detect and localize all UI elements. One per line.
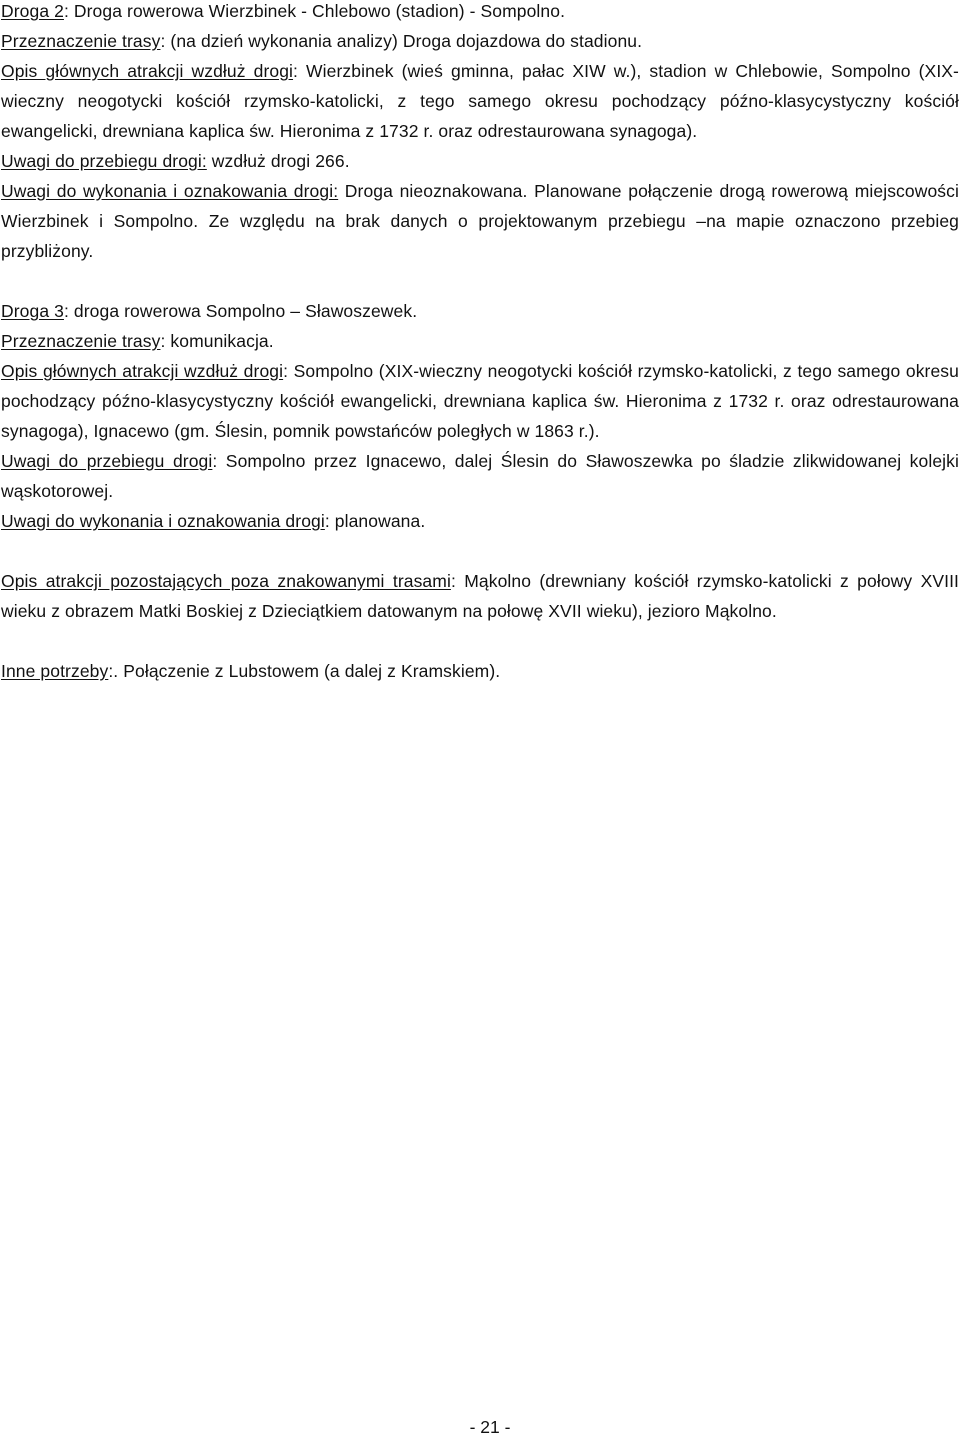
droga-3-atrakcje-label: Opis głównych atrakcji wzdłuż drogi [1, 361, 284, 381]
droga-3-atrakcje-text: : Sompolno (XIX-wieczny neogotycki kościół rzymsko-katolicki, z tego samego okresu pochodzący późno-klasycystyczny kościół ewangelicki, drewniana kaplica św. Hieronima z 1732 r. oraz odrestaurowana synagoga), Ignacewo (gm. Ślesin, pomnik powstańców poległych w 1863 r.). [1, 361, 959, 441]
section-droga-3 [1, 296, 959, 536]
section-pozostale-atrakcje [1, 566, 959, 626]
droga-2-przeznaczenie-text: : (na dzień wykonania analizy) Droga dojazdowa do stadionu. [160, 31, 643, 51]
document-body [1, 0, 959, 686]
droga-2-wykonanie [1, 176, 959, 266]
section-spacer [1, 536, 959, 566]
inne-potrzeby-text: :. Połączenie z Lubstowem (a dalej z Kramskiem). [108, 661, 501, 681]
droga-3-wykonanie [1, 506, 959, 536]
droga-3-przebieg-label: Uwagi do przebiegu drogi [1, 451, 213, 471]
droga-2-heading [1, 0, 959, 26]
droga-3-heading-text: : droga rowerowa Sompolno – Sławoszewek. [63, 301, 418, 321]
droga-2-wykonanie-label: Uwagi do wykonania i oznakowania drogi: [1, 181, 339, 201]
droga-3-heading-label: Droga 3 [1, 301, 64, 321]
droga-2-przeznaczenie-label: Przeznaczenie trasy [1, 31, 161, 51]
page-number-text: - 21 - [469, 1417, 511, 1437]
droga-2-atrakcje-text: : Wierzbinek (wieś gminna, pałac XIW w.), stadion w Chlebowie, Sompolno (XIX-wieczny neogotycki kościół rzymsko-katolicki, z tego samego okresu pochodzący późno-klasycystyczny kościół ewangelicki, drewniana kaplica św. Hieronima z 1732 r. oraz odrestaurowana synagoga). [1, 61, 959, 141]
section-droga-2 [1, 0, 959, 266]
droga-3-wykonanie-label: Uwagi do wykonania i oznakowania drogi [1, 511, 325, 531]
droga-3-heading [1, 296, 959, 326]
droga-2-przebieg [1, 146, 959, 176]
droga-2-atrakcje [1, 56, 959, 146]
inne-potrzeby-label: Inne potrzeby [1, 661, 109, 681]
droga-2-przebieg-label: Uwagi do przebiegu drogi: [1, 151, 207, 171]
droga-2-wykonanie-text: Droga nieoznakowana. Planowane połączenie drogą rowerową miejscowości Wierzbinek i Sompolno. Ze względu na brak danych o projektowanym przebiegu –na mapie oznaczono przebieg przybliżony. [1, 181, 959, 261]
pozostale-atrakcje-label: Opis atrakcji pozostających poza znakowanymi trasami [1, 571, 451, 591]
droga-3-wykonanie-text: : planowana. [324, 511, 426, 531]
droga-3-atrakcje [1, 356, 959, 446]
droga-3-przeznaczenie-label: Przeznaczenie trasy [1, 331, 161, 351]
section-spacer [1, 266, 959, 296]
pozostale-atrakcje-text: : Mąkolno (drewniany kościół rzymsko-katolicki z połowy XVIII wieku z obrazem Matki Boskiej z Dzieciątkiem datowanym na połowę XVII wieku), jezioro Mąkolno. [1, 571, 960, 621]
droga-2-przeznaczenie [1, 26, 959, 56]
droga-3-przebieg [1, 446, 959, 506]
droga-2-atrakcje-label: Opis głównych atrakcji wzdłuż drogi [1, 61, 294, 81]
droga-3-przebieg-text: : Sompolno przez Ignacewo, dalej Ślesin do Sławoszewka po śladzie zlikwidowanej kolejki wąskotorowej. [1, 451, 960, 501]
droga-3-przeznaczenie-text: : komunikacja. [160, 331, 274, 351]
section-inne-potrzeby [1, 656, 959, 686]
droga-3-przeznaczenie [1, 326, 959, 356]
section-spacer [1, 626, 959, 656]
inne-potrzeby-paragraph [1, 656, 959, 686]
pozostale-atrakcje-paragraph [1, 566, 959, 626]
page-number [0, 1414, 960, 1440]
droga-2-heading-label: Droga 2 [1, 1, 64, 21]
droga-2-przebieg-text: wzdłuż drogi 266. [206, 151, 350, 171]
droga-2-heading-text: : Droga rowerowa Wierzbinek - Chlebowo (stadion) - Sompolno. [63, 1, 566, 21]
